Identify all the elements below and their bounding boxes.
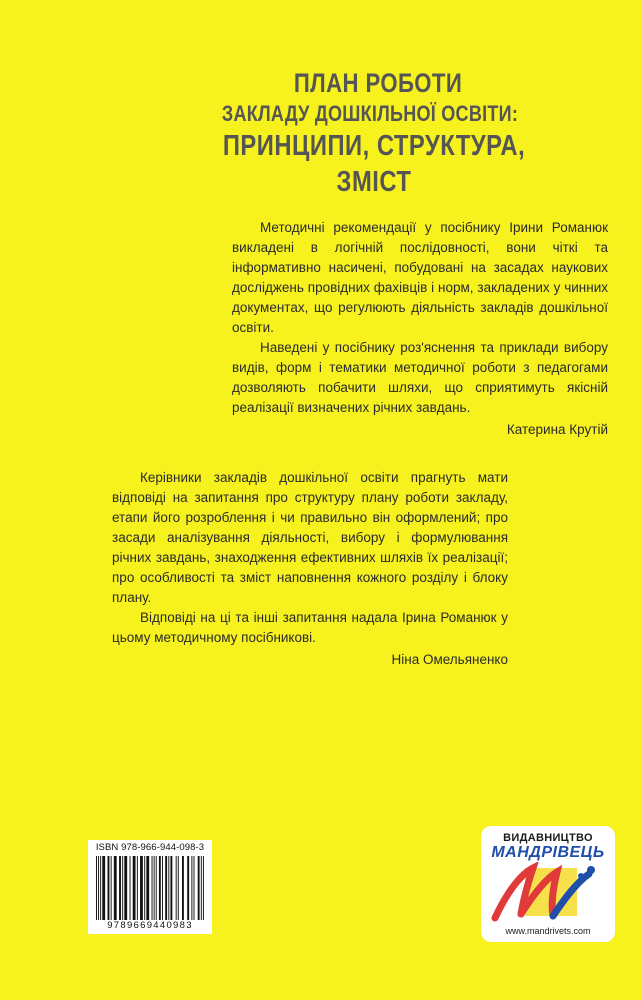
review-krutii-author: Катерина Крутій xyxy=(506,422,608,437)
publisher-logo-icon xyxy=(487,862,609,926)
title-line-3: ПРИНЦИПИ, СТРУКТУРА, ЗМІСТ xyxy=(222,130,526,198)
barcode-digits: 9789669440983 xyxy=(107,920,193,931)
review-krutii-paragraph-1: Методичні рекомендації у посібнику Ірини Романюк викладені в логічній послідовності, вони чіткі та інформативно насичені, побудовані на засадах наукових досліджень провідних фахівців і норм, закладених у чинних документах, що регулюють діяльність закладів дошкільної освіти. xyxy=(232,220,608,335)
barcode-bars-icon xyxy=(94,856,206,920)
book-title xyxy=(140,66,600,200)
review-omelianenko xyxy=(112,468,508,670)
publisher-logo xyxy=(481,826,615,942)
isbn-barcode xyxy=(88,840,212,934)
title-line-2: ЗАКЛАДУ ДОШКІЛЬНОЇ ОСВІТИ: xyxy=(221,101,519,126)
review-krutii-paragraph-2: Наведені у посібнику роз'яснення та приклади вибору видів, форм і тематики методичної роботи з педагогами дозволяють побачити шляхи, що сприятимуть якісній реалізації визначених річних завдань. xyxy=(232,340,608,415)
publisher-url: www.mandrivets.com xyxy=(505,926,591,936)
publisher-top-label: ВИДАВНИЦТВО xyxy=(503,832,593,844)
title-line-1: ПЛАН РОБОТИ xyxy=(293,68,463,98)
isbn-label: ISBN 978-966-944-098-3 xyxy=(95,842,205,853)
publisher-name: МАНДРІВЕЦЬ xyxy=(491,844,605,861)
review-krutii xyxy=(232,218,608,440)
review-omelianenko-paragraph-2: Відповіді на ці та інші запитання надала Ірина Романюк у цьому методичному посібникові. xyxy=(112,610,508,645)
review-omelianenko-author: Ніна Омельяненко xyxy=(391,652,508,667)
review-omelianenko-paragraph-1: Керівники закладів дошкільної освіти прагнуть мати відповіді на запитання про структуру плану роботи закладу, етапи його розроблення і чи правильно він оформлений; про засади аналізування діяльності, вибору і формулювання річних завдань, знаходження ефективних шляхів їх реалізації; про особливості та зміст наповнення кожного розділу і блоку плану. xyxy=(112,470,508,605)
